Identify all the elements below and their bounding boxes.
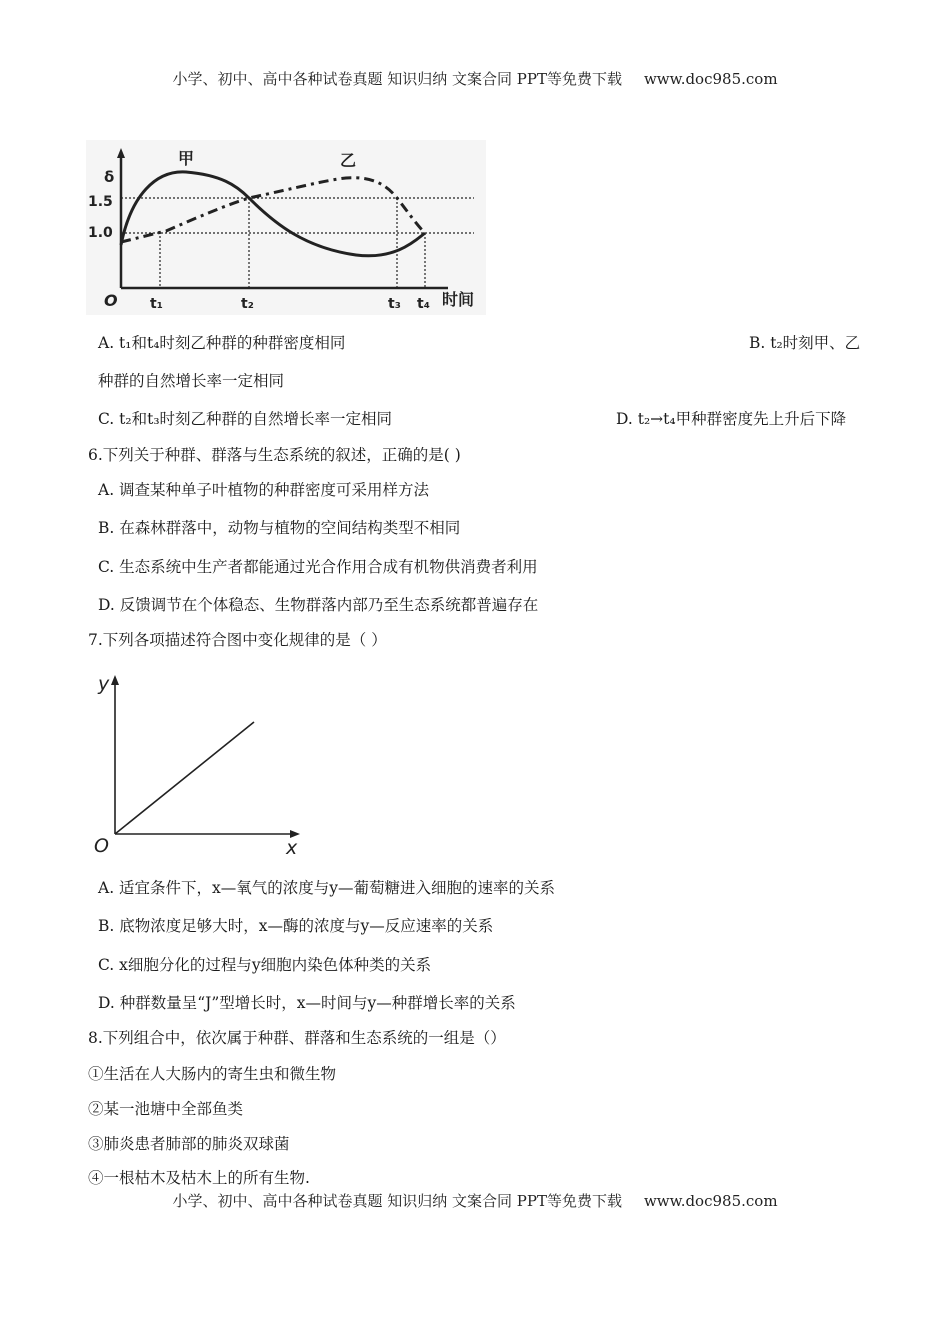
q6-option-b: B. 在森林群落中，动物与植物的空间结构类型不相同 [98,519,461,537]
q7-option-b: B. 底物浓度足够大时，x—酶的浓度与y—反应速率的关系 [98,917,494,935]
x-tick-t1: t₁ [150,296,163,312]
q6-option-d: D. 反馈调节在个体稳态、生物群落内部乃至生态系统都普遍存在 [98,596,539,614]
y-tick-1-5: 1.5 [88,194,113,210]
x-tick-t2: t₂ [241,296,254,312]
y-axis-arrow [111,675,119,685]
header-text: 小学、初中、高中各种试卷真题 知识归纳 文案合同 PPT等免费下载 [172,70,622,88]
header-site: www.doc985.com [643,70,778,88]
q8-stem: 8.下列组合中，依次属于种群、群落和生态系统的一组是（） [88,1029,506,1047]
y-label: δ [104,168,115,186]
q5-option-c: C. t₂和t₃时刻乙种群的自然增长率一定相同 [98,410,393,428]
q5-option-d: D. t₂→t₄甲种群密度先上升后下降 [616,410,847,428]
q5-option-b-part1: B. t₂时刻甲、乙 [749,334,861,352]
origin-label: O [104,291,118,310]
q7-option-c: C. x细胞分化的过程与y细胞内染色体种类的关系 [98,956,432,974]
q6-stem: 6.下列关于种群、群落与生态系统的叙述，正确的是( ) [88,446,461,464]
q7-stem: 7.下列各项描述符合图中变化规律的是（ ） [88,631,387,649]
q5-option-b-part2: 种群的自然增长率一定相同 [98,372,285,390]
x-label: 时间 [442,290,475,309]
q7-option-a: A. 适宜条件下，x—氧气的浓度与y—葡萄糖进入细胞的速率的关系 [98,879,556,897]
q5-option-a: A. t₁和t₄时刻乙种群的种群密度相同 [98,334,346,352]
x-tick-t3: t₃ [388,296,401,312]
q8-item-3: ③肺炎患者肺部的肺炎双球菌 [88,1135,290,1153]
series-yi-label: 乙 [340,151,357,170]
page-footer [0,1190,950,1211]
q8-item-4: ④一根枯木及枯木上的所有生物. [88,1169,310,1187]
page-header [0,68,950,89]
figure-density-curves [86,140,486,315]
q7-option-d: D. 种群数量呈“J”型增长时，x—时间与y—种群增长率的关系 [98,994,516,1012]
figure-linear-graph [92,670,307,860]
footer-site: www.doc985.com [643,1192,778,1210]
y-tick-1-0: 1.0 [88,225,113,241]
q6-option-c: C. 生态系统中生产者都能通过光合作用合成有机物供消费者利用 [98,558,538,576]
x-tick-t4: t₄ [417,296,430,312]
x-label: x [286,837,298,859]
origin-label: O [94,835,109,857]
q6-option-a: A. 调查某种单子叶植物的种群密度可采用样方法 [98,481,430,499]
y-label: y [98,673,110,695]
footer-text: 小学、初中、高中各种试卷真题 知识归纳 文案合同 PPT等免费下载 [172,1192,622,1210]
q8-item-1: ①生活在人大肠内的寄生虫和微生物 [88,1065,337,1083]
series-jia-label: 甲 [178,149,195,168]
q8-item-2: ②某一池塘中全部鱼类 [88,1100,244,1118]
data-line [115,722,254,834]
